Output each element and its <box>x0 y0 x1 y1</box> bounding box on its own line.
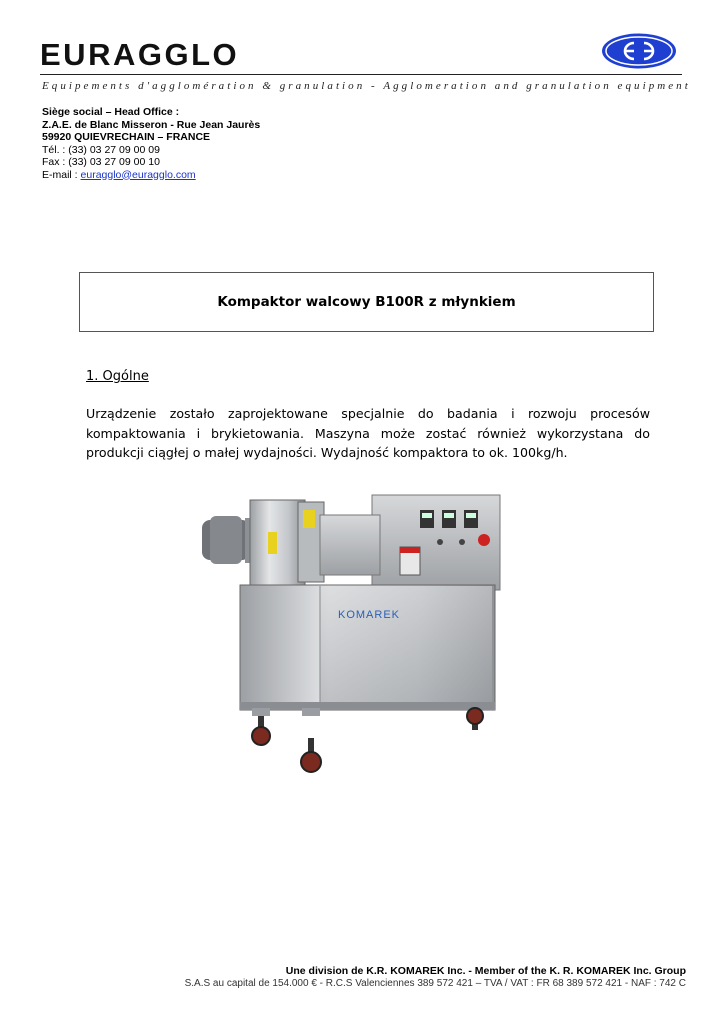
phone-number: Tél. : (33) 03 27 09 00 09 <box>42 143 160 156</box>
title-box <box>79 272 654 332</box>
header-rule <box>40 74 682 75</box>
tagline: Equipements d'agglomération & granulation - Agglomeration and granulation equipment <box>42 80 691 92</box>
euragglo-logo-icon <box>600 32 678 70</box>
document-title: Kompaktor walcowy B100R z młynkiem <box>217 294 516 310</box>
city-address: 59920 QUIEVRECHAIN – FRANCE <box>42 131 211 143</box>
brand-name: EURAGGLO <box>40 37 240 72</box>
head-office-label: Siège social – Head Office : <box>42 106 180 118</box>
address-block <box>42 106 260 181</box>
email-label: E-mail : <box>42 168 81 181</box>
street-address: Z.A.E. de Blanc Misseron - Rue Jean Jaurès <box>42 118 261 131</box>
email-link[interactable]: euragglo@euragglo.com <box>80 168 196 181</box>
fax-number: Fax : (33) 03 27 09 00 10 <box>42 156 160 168</box>
komarek-label: KOMAREK <box>338 609 401 621</box>
footer-legal: S.A.S au capital de 154.000 € - R.C.S Valenciennes 389 572 421 – TVA / VAT : FR 68 389 572 421 - NAF : 742 C <box>184 978 686 989</box>
compactor-machine-image <box>190 490 510 790</box>
footer-division: Une division de K.R. KOMAREK Inc. - Member of the K. R. KOMAREK Inc. Group <box>285 965 686 977</box>
section-heading: 1. Ogólne <box>86 369 149 384</box>
email-line <box>42 169 260 182</box>
section-paragraph: Urządzenie zostało zaprojektowane specjalnie do badania i rozwoju procesów kompaktowania i brykietowania. Maszyna może zostać również wykorzystana do produkcji ciągłej o małej wydajności. Wydajność kompaktora to ok. 100kg/h. <box>86 406 650 460</box>
